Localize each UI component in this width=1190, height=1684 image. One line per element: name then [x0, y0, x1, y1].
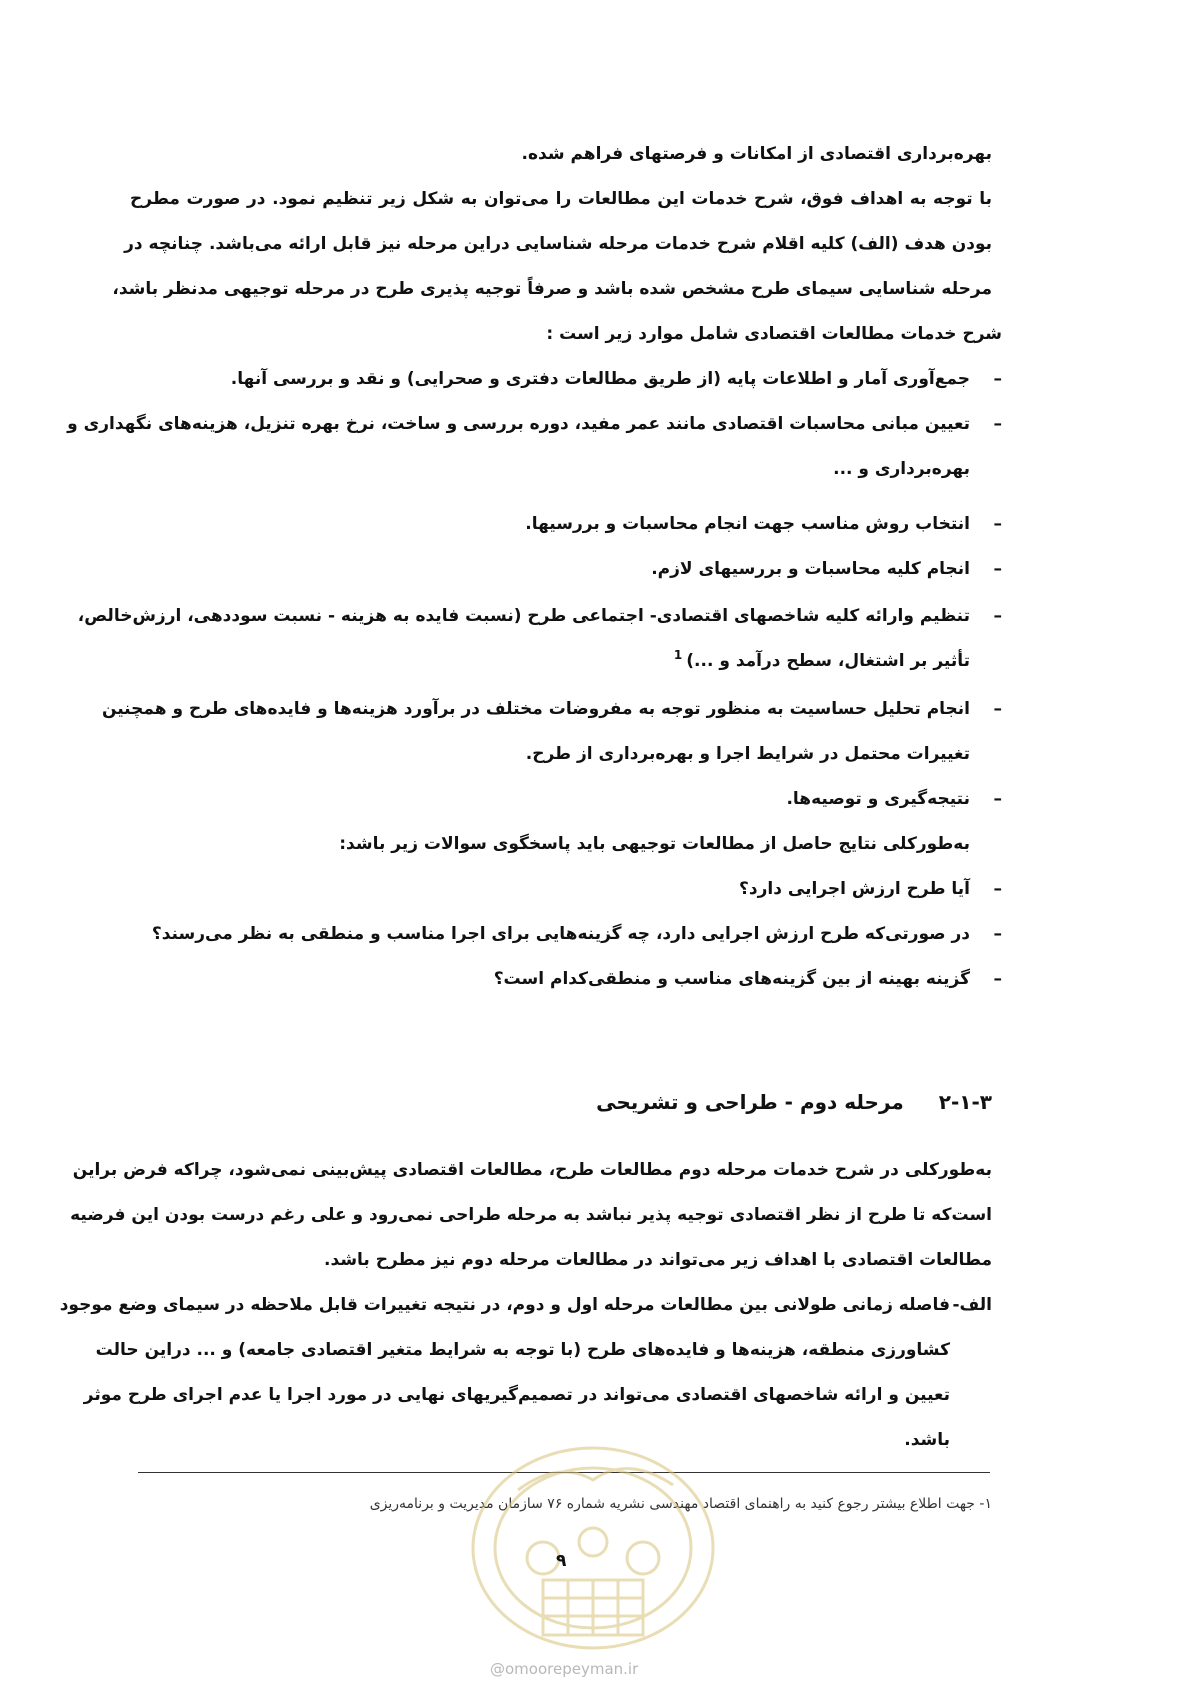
section-paragraph: [70, 1148, 992, 1283]
question-text: گزینه بهینه از بین گزینه‌های مناسب و منطقی‌کدام است؟: [493, 969, 970, 989]
paragraph-line: بودن هدف (الف) کلیه اقلام شرح خدمات مرحله شناسایی دراین مرحله نیز قابل ارائه می‌باشد. چنانچه در: [124, 234, 992, 254]
bullet-dash: –: [993, 879, 1002, 899]
paragraph-line: به‌طورکلی در شرح خدمات مرحله دوم مطالعات طرح، مطالعات اقتصادی پیش‌بینی نمی‌شود، چراکه فرض براین: [72, 1160, 992, 1180]
list-item: [142, 547, 1002, 592]
bullet-dash: –: [993, 606, 1002, 626]
list-item: [142, 502, 1002, 547]
bullet-dash: –: [993, 789, 1002, 809]
bullet-dash: –: [993, 969, 1002, 989]
paragraph-line: مرحله شناسایی سیمای طرح مشخص شده باشد و صرفاً توجیه پذیری طرح در مرحله توجیهی مدنظر باشد،: [112, 279, 992, 299]
paragraph-line: فاصله زمانی طولانی بین مطالعات مرحله اول و دوم، در نتیجه تغییرات قابل ملاحظه در سیمای وضع موجود: [59, 1295, 950, 1315]
bullet-dash: –: [993, 699, 1002, 719]
question-text: آیا طرح ارزش اجرایی دارد؟: [739, 879, 970, 899]
section-number: ۲-۱-۳: [938, 1090, 992, 1114]
bullet-dash: –: [993, 559, 1002, 579]
paragraph-line: است‌که تا طرح از نظر اقتصادی توجیه پذیر نباشد به مرحله طراحی نمی‌رود و علی رغم درست بودن این فرضیه: [70, 1205, 992, 1225]
list-item-text: بهره‌برداری و ...: [833, 459, 970, 479]
list-item-text: انجام تحلیل حساسیت به منظور توجه به مفروضات مختلف در برآورد هزینه‌ها و فایده‌های طرح و همچنین: [101, 699, 970, 719]
list-item: [142, 912, 1002, 957]
list-item: [67, 402, 1002, 492]
section-heading: [596, 1090, 992, 1114]
list-item-text: تغییرات محتمل در شرایط اجرا و بهره‌برداری از طرح.: [525, 744, 970, 764]
list-item: [142, 357, 1002, 402]
item-label: الف-: [952, 1295, 992, 1315]
list-item-text: تأثیر بر اشتغال، سطح درآمد و ...): [686, 651, 970, 671]
paragraph-line: کشاورزی منطقه، هزینه‌ها و فایده‌های طرح (با توجه به شرایط متغیر اقتصادی جامعه) و ... دراین حالت: [95, 1340, 950, 1360]
list-item-text: جمع‌آوری آمار و اطلاعات پایه (از طریق مطالعات دفتری و صحرایی) و نقد و بررسی آنها.: [230, 369, 970, 389]
questions-intro: [150, 822, 970, 867]
section-title: مرحله دوم - طراحی و تشریحی: [596, 1090, 904, 1114]
services-intro: [142, 312, 1002, 357]
footnote: ۱- جهت اطلاع بیشتر رجوع کنید به راهنمای اقتصاد مهندسی نشریه شماره ۷۶ سازمان مدیریت و برنامه‌ریزی: [369, 1496, 992, 1512]
question-text: در صورتی‌که طرح ارزش اجرایی دارد، چه گزینه‌هایی برای اجرا مناسب و منطقی به نظر می‌رسند؟: [151, 924, 970, 944]
list-item: [101, 687, 1002, 777]
list-item: [142, 777, 1002, 822]
page-number: ۹: [556, 1551, 567, 1571]
paragraph-line: شرح خدمات مطالعات اقتصادی شامل موارد زیر است :: [546, 324, 1002, 344]
footnote-reference[interactable]: 1: [673, 648, 683, 663]
paragraph-line: بهره‌برداری اقتصادی از امکانات و فرصتهای فراهم شده.: [521, 144, 992, 164]
list-item-text: نتیجه‌گیری و توصیه‌ها.: [786, 789, 970, 809]
paragraph-line: مطالعات اقتصادی با اهداف زیر می‌تواند در مطالعات مرحله دوم نیز مطرح باشد.: [324, 1250, 992, 1270]
list-item: [142, 867, 1002, 912]
list-item-text: انتخاب روش مناسب جهت انجام محاسبات و بررسیها.: [525, 514, 970, 534]
list-item-text: تنظیم وارائه کلیه شاخصهای اقتصادی- اجتماعی طرح (نسبت فایده به هزینه - نسبت سوددهی، ارزش‌خالص،: [77, 606, 970, 626]
watermark-text: @omoorepeyman.ir: [490, 1660, 639, 1678]
list-item: [142, 957, 1002, 1002]
list-item-text: انجام کلیه محاسبات و بررسیهای لازم.: [651, 559, 970, 579]
intro-paragraph: [112, 132, 992, 312]
bullet-dash: –: [993, 514, 1002, 534]
paragraph-line: به‌طورکلی نتایج حاصل از مطالعات توجیهی باید پاسخگوی سوالات زیر باشد:: [339, 834, 970, 854]
bullet-dash: –: [993, 369, 1002, 389]
bullet-dash: –: [993, 414, 1002, 434]
seal-stamp-icon: [438, 1430, 748, 1660]
paragraph-line: باشد.: [904, 1430, 950, 1450]
list-item-text: تعیین مبانی محاسبات اقتصادی مانند عمر مفید، دوره بررسی و ساخت، نرخ بهره تنزیل، هزینه‌های نگهداری و: [67, 414, 970, 434]
bullet-dash: –: [993, 924, 1002, 944]
paragraph-line: با توجه به اهداف فوق، شرح خدمات این مطالعات را می‌توان به شکل زیر تنظیم نمود. در صورت مطرح: [130, 189, 992, 209]
paragraph-line: تعیین و ارائه شاخصهای اقتصادی می‌تواند در تصمیم‌گیریهای نهایی در مورد اجرا یا عدم اجرای طرح موثر: [83, 1385, 950, 1405]
list-item: [77, 594, 1002, 684]
